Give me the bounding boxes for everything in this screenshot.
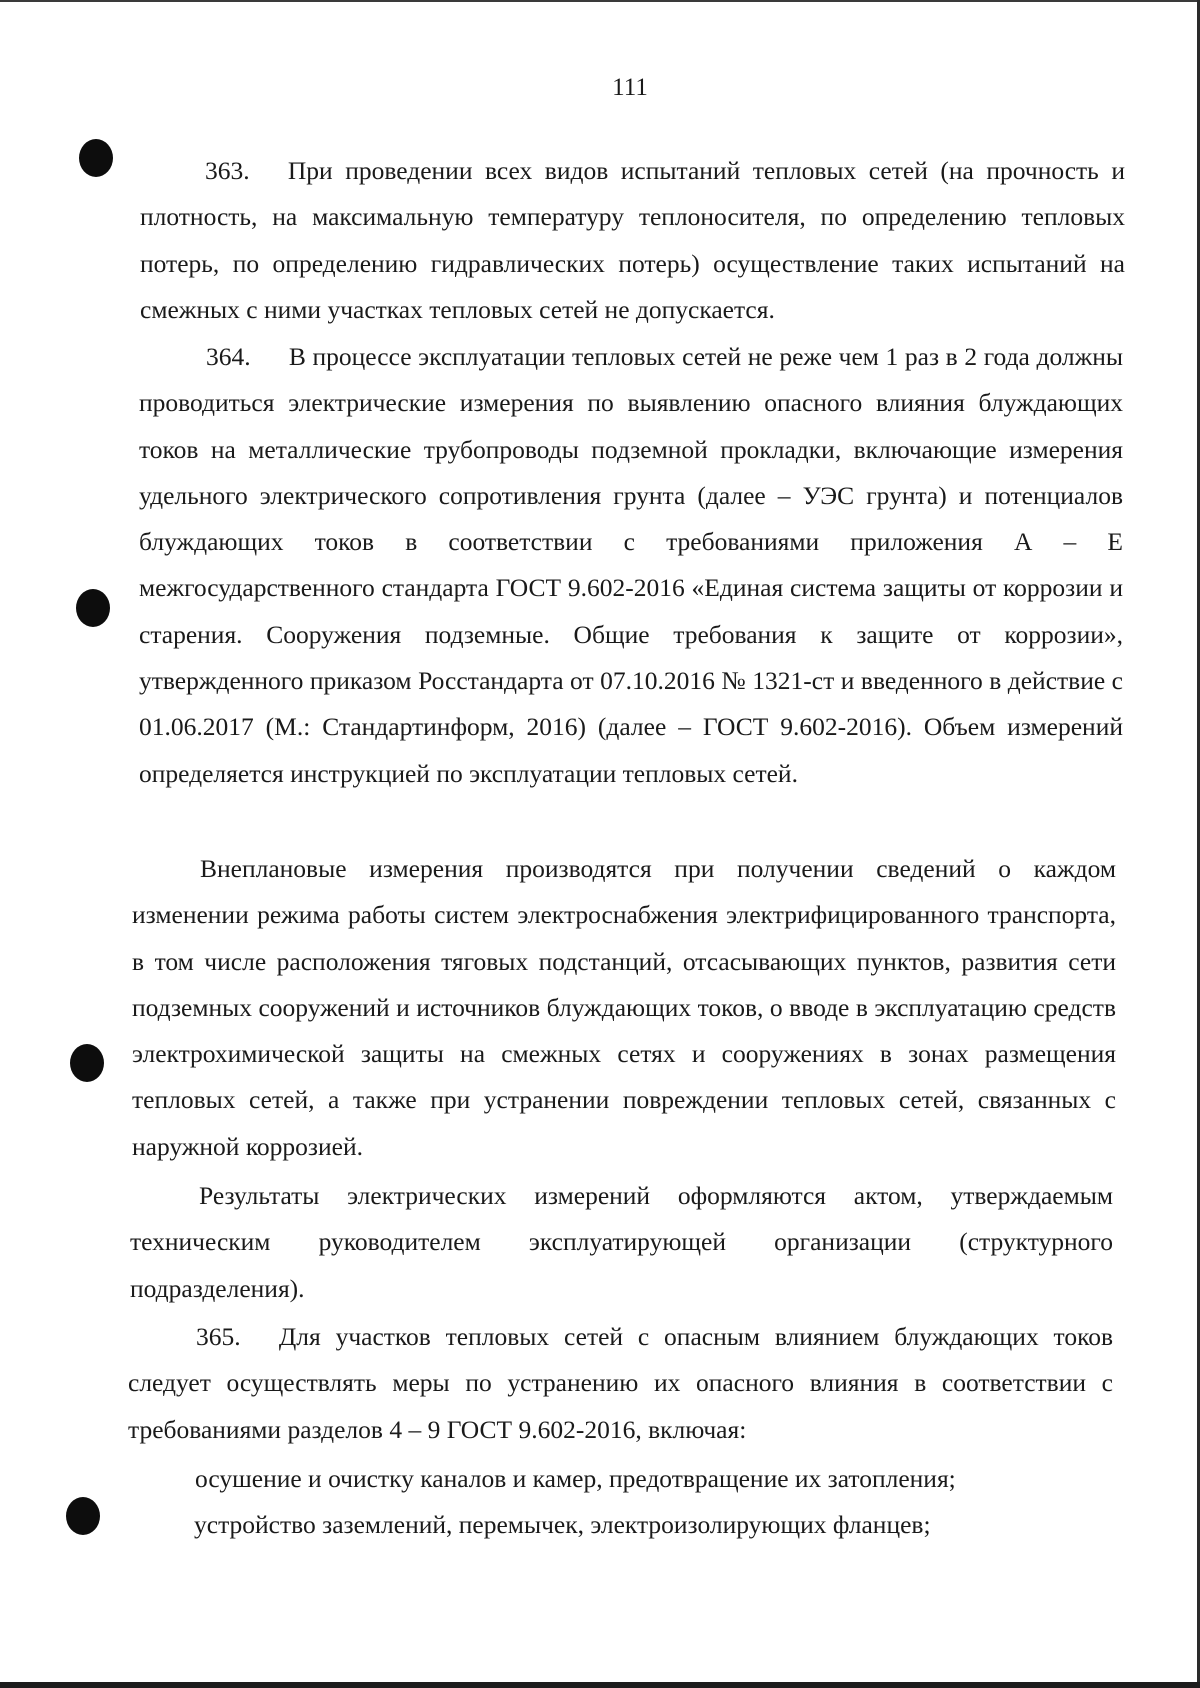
punch-hole [79,139,113,177]
paragraph-365: 365. Для участков тепловых сетей с опасным влиянием блуждающих токов следует осуществлять меры по устранению их опасного влияния в соответствии с требованиями разделов 4 – 9 ГОСТ 9.602-2016, включая: [128,1322,1113,1444]
list-item: осушение и очистку каналов и камер, предотвращение их затопления; [195,1464,956,1493]
list-item: устройство заземлений, перемычек, электроизолирующих фланцев; [194,1510,931,1539]
paragraph-measurement-results: Результаты электрических измерений оформляются актом, утверждаемым техническим руководителем эксплуатирующей организации (структурного подразделения). [130,1181,1113,1303]
punch-hole [66,1497,100,1535]
punch-hole [76,589,110,627]
paragraph-unplanned-measurements: Внеплановые измерения производятся при получении сведений о каждом изменении режима работы систем электроснабжения электрифицированного транспорта, в том числе расположения тяговых подстанций, отсасывающих пунктов, развития сети подземных сооружений и источников блуждающих токов, о вводе в эксплуатацию средств электрохимической защиты на смежных сетях и сооружениях в зонах размещения тепловых сетей, а также при устранении повреждении тепловых сетей, связанных с наружной коррозией. [132,854,1116,1161]
scan-edge-bottom [0,1682,1200,1688]
paragraph-364: 364. В процессе эксплуатации тепловых сетей не реже чем 1 раз в 2 года должны проводиться электрические измерения по выявлению опасного влияния блуждающих токов на металлические трубопроводы подземной прокладки, включающие измерения удельного электрического сопротивления грунта (далее – УЭС грунта) и потенциалов блуждающих токов в соответствии с требованиями приложения А – Е межгосударственного стандарта ГОСТ 9.602-2016 «Единая система защиты от коррозии и старения. Сооружения подземные. Общие требования к защите от коррозии», утвержденного приказом Росстандарта от 07.10.2016 № 1321-ст и введенного в действие с 01.06.2017 (М.: Стандартинформ, 2016) (далее – ГОСТ 9.602-2016). Объем измерений определяется инструкцией по эксплуатации тепловых сетей. [139,342,1123,788]
scan-edge-top [0,0,1200,2]
page-number: 111 [612,74,648,101]
paragraph-363: 363. При проведении всех видов испытаний тепловых сетей (на прочность и плотность, на максимальную температуру теплоносителя, по определению тепловых потерь, по определению гидравлических потерь) осуществление таких испытаний на смежных с ними участках тепловых сетей не допускается. [140,156,1125,324]
punch-hole [70,1044,104,1082]
